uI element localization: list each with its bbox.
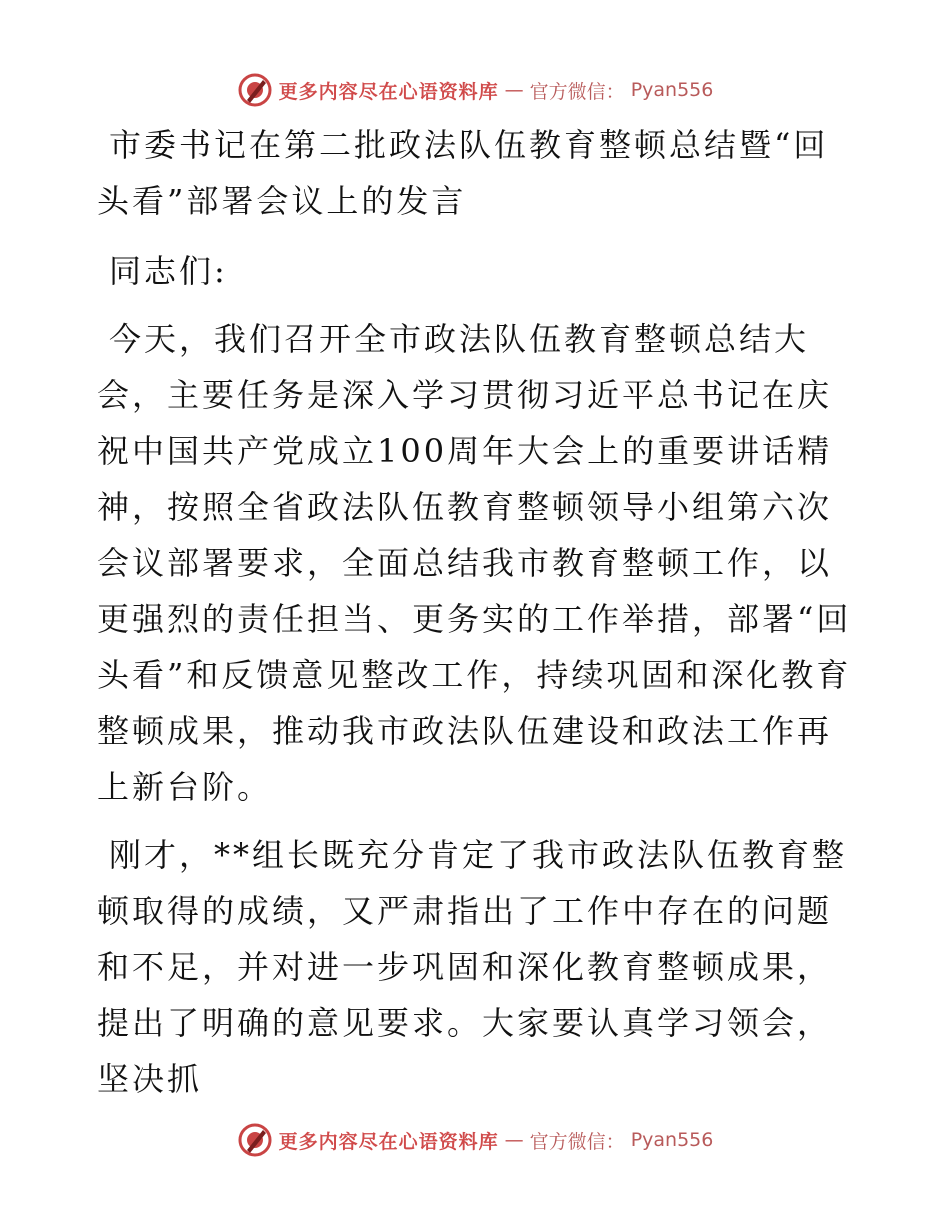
paragraph-2: 刚才，**组长既充分肯定了我市政法队伍教育整顿取得的成绩，又严肃指出了工作中存在的问题和不足，并对进一步巩固和深化教育整顿成果，提出了明确的意见要求。大家要认真学习领会，坚决抓 [97,836,848,1098]
watermark-text: 更多内容尽在心语资料库 [278,80,499,103]
watermark-official-label: 官方微信： [529,80,625,103]
watermark-official-label: 官方微信： [529,1130,625,1153]
brand-logo-icon [237,72,273,108]
greeting: 同志们: [109,252,228,290]
watermark-separator: — [504,1129,524,1151]
brand-logo-icon [237,1122,273,1158]
watermark-wechat-id: Pyan556 [630,1129,714,1151]
header-watermark [0,70,950,110]
document-title: 市委书记在第二批政法队伍教育整顿总结暨“回头看”部署会议上的发言 [97,126,829,220]
document-body [97,117,857,1107]
watermark-text: 更多内容尽在心语资料库 [278,1130,499,1153]
paragraph-1: 今天，我们召开全市政法队伍教育整顿总结大会，主要任务是深入学习贯彻习近平总书记在庆祝中国共产党成立100周年大会上的重要讲话精神，按照全省政法队伍教育整顿领导小组第六次会议部署要求，全面总结我市教育整顿工作，以更强烈的责任担当、更务实的工作举措，部署“回头看”和反馈意见整改工作，持续巩固和深化教育整顿成果，推动我市政法队伍建设和政法工作再上新台阶。 [97,320,852,806]
watermark-wechat-id: Pyan556 [630,79,714,101]
watermark-separator: — [504,79,524,101]
footer-watermark [0,1120,950,1160]
